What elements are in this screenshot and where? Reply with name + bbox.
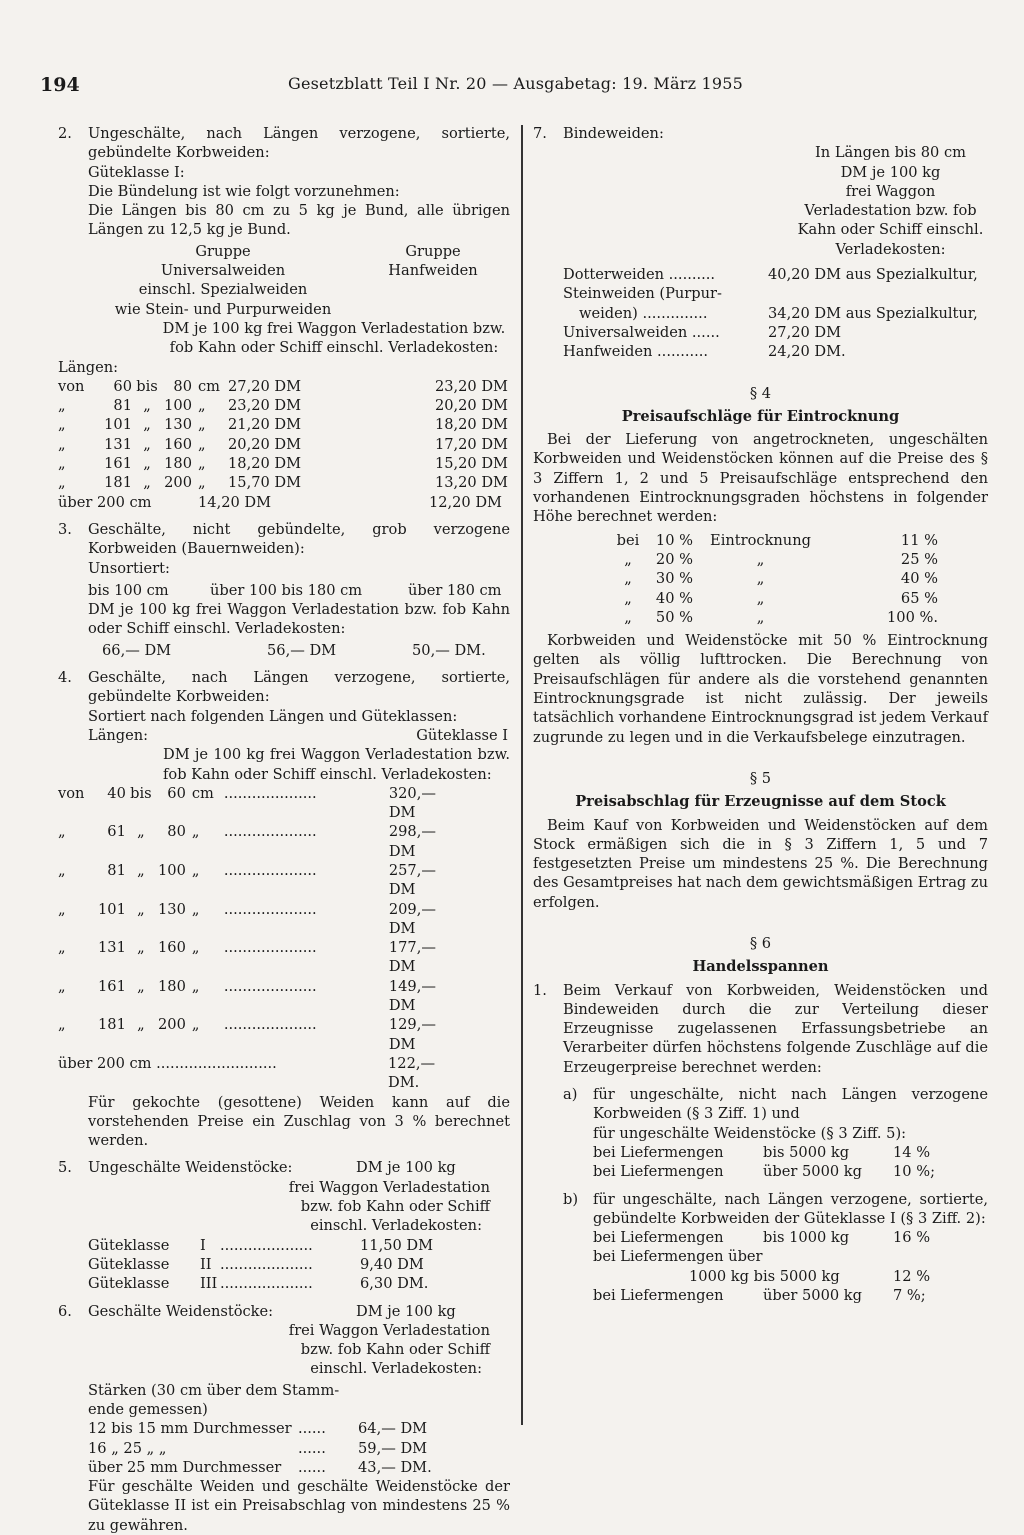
- row-label: „: [58, 823, 66, 841]
- strength-label: Stärken (30 cm über dem Stamm-: [88, 1381, 340, 1399]
- price-value: 14,20 DM: [198, 493, 272, 511]
- item-5: [58, 1158, 510, 1293]
- section-title: Handelsspannen: [692, 958, 829, 976]
- price-value: 23,20 DM: [228, 397, 302, 415]
- table-row: [593, 1162, 988, 1181]
- leader-dots: ....................: [223, 977, 317, 995]
- price-note: DM je 100 kg frei Waggon Verladestation bzw. fob Kahn oder Schiff einschl. Verladekosten:: [88, 601, 510, 638]
- row-label: bei Liefermengen: [593, 1163, 724, 1181]
- price-row: [88, 641, 510, 660]
- quantity: über 5000 kg: [763, 1163, 862, 1181]
- table-row: [613, 550, 938, 569]
- length-header: bis 100 cm: [88, 581, 169, 599]
- item-7: [533, 124, 988, 362]
- price-value: 66,— DM: [102, 641, 172, 659]
- length-unit: „: [198, 474, 206, 492]
- price-table-4: [58, 784, 463, 1054]
- row-label: Steinweiden (Purpur-: [563, 285, 722, 303]
- length-to: 100: [158, 861, 186, 879]
- row-label: Hanfweiden ...........: [563, 343, 709, 361]
- length-sep: bis: [136, 377, 158, 395]
- item-number: b): [563, 1190, 579, 1208]
- length-from: 40: [107, 784, 126, 802]
- row-label: „: [624, 550, 632, 568]
- table-row: [88, 1458, 510, 1477]
- row-label: „: [624, 570, 632, 588]
- length-sep: „: [137, 939, 145, 957]
- price-value: 59,— DM: [358, 1439, 428, 1457]
- row-label: Güteklasse: [88, 1236, 170, 1254]
- row-label: „: [58, 1016, 66, 1034]
- drying-label: „: [756, 570, 765, 588]
- group-header-line: wie Stein- und Purpurweiden: [114, 300, 332, 318]
- length-sep: „: [143, 435, 151, 453]
- drying-label: „: [756, 608, 765, 626]
- price-value: 50,— DM.: [412, 641, 486, 659]
- surcharge-percent: 40 %: [900, 570, 938, 588]
- drying-percent: 40 %: [655, 589, 693, 607]
- table-row: [58, 1015, 463, 1054]
- price-value: 15,70 DM: [228, 474, 302, 492]
- percent-value: 12 %: [893, 1267, 931, 1285]
- price-note-block: [793, 143, 988, 259]
- section-title: Preisabschlag für Erzeugnisse auf dem Stock: [575, 793, 946, 811]
- item-6: [58, 1302, 510, 1535]
- price-value: 34,20 DM aus Spezialkultur,: [768, 304, 978, 322]
- row-label: Universalweiden ......: [563, 323, 720, 341]
- bundle-text: Die Bündelung ist wie folgt vorzunehmen:: [88, 182, 400, 200]
- drying-percent: 50 %: [655, 608, 693, 626]
- item-title: Ungeschälte Weidenstöcke:: [88, 1159, 293, 1177]
- price-value: 6,30 DM.: [360, 1275, 429, 1293]
- row-label: Dotterweiden ..........: [563, 266, 716, 284]
- discount-note: Für geschälte Weiden und geschälte Weidenstöcke der Güteklasse II ist ein Preisabschlag von mindestens 25 % zu gewähren.: [88, 1478, 510, 1534]
- length-sep: „: [137, 1016, 145, 1034]
- row-label: über 200 cm ..........................: [58, 1054, 277, 1072]
- group-header-line: einschl. Spezialweiden: [138, 281, 308, 299]
- row-label: bei Liefermengen: [593, 1229, 724, 1247]
- drying-label: „: [756, 550, 765, 568]
- table-row: [58, 861, 463, 900]
- section-text: Bei der Lieferung von angetrockneten, ungeschälten Korbweiden und Weidenstöcken können auf die Preise des § 3 Ziffern 1, 2 und 5 Preisaufschläge entsprechend den vorhandenen Eintrocknungsgraden höchstens in folgender Höhe berechnet werden:: [533, 431, 988, 526]
- item-text: für ungeschälte, nicht nach Längen verzogene Korbweiden (§ 3 Ziff. 1) und: [593, 1086, 988, 1123]
- table-row: [58, 977, 463, 1016]
- price-note: DM je 100 kg: [356, 1302, 456, 1320]
- price-value: 20,20 DM: [434, 397, 508, 415]
- table-row: [58, 377, 508, 396]
- row-label: von: [58, 784, 85, 802]
- item-4: [58, 668, 510, 784]
- table-row: [613, 531, 938, 550]
- length-unit: „: [191, 900, 200, 918]
- leader-dots: ....................: [223, 784, 317, 802]
- item-number: 4.: [58, 669, 72, 687]
- item-text: Beim Verkauf von Korbweiden, Weidenstöcken und Bindeweiden durch die zur Verteilung dieser Erzeugnisse zugelassenen Erfassungsbetriebe an Verarbeiter dürfen höchstens folgende Zuschläge auf die Erzeugerpreise berechnet werden:: [563, 981, 988, 1076]
- group-header-line: Universalweiden: [160, 262, 286, 280]
- length-to: 130: [164, 416, 192, 434]
- price-note: frei Waggon Verladestation bzw. fob Kahn oder Schiff einschl. Verladekosten:: [797, 182, 984, 258]
- table-row: [58, 784, 463, 823]
- item-title: Geschälte Weidenstöcke:: [88, 1302, 274, 1320]
- percent-value: 14 %: [893, 1143, 931, 1161]
- table-row: [58, 435, 508, 454]
- group-headers: [88, 242, 510, 319]
- table-row: [58, 822, 463, 861]
- length-sep: „: [137, 900, 145, 918]
- length-from: 81: [107, 861, 126, 879]
- price-value: 56,— DM: [267, 641, 337, 659]
- row-label: bei Liefermengen: [593, 1287, 724, 1305]
- row-label: bei Liefermengen über: [593, 1248, 763, 1266]
- leader-dots: ....................: [223, 823, 317, 841]
- table-row: [563, 304, 988, 323]
- price-note: DM je 100 kg frei Waggon Verladestation bzw. fob Kahn oder Schiff einschl. Verladekosten:: [163, 746, 510, 783]
- length-from: 101: [104, 416, 132, 434]
- row-label: über 200 cm: [58, 493, 152, 511]
- item-number: 7.: [533, 125, 547, 142]
- quantity: bis 5000 kg: [763, 1143, 850, 1161]
- row-label: Güteklasse: [88, 1255, 170, 1273]
- row-label: „: [58, 474, 66, 492]
- row-label: Güteklasse: [88, 1275, 170, 1293]
- table-row: [88, 1274, 510, 1293]
- table-row: [563, 342, 988, 361]
- price-note: einschl. Verladekosten:: [310, 1217, 482, 1235]
- table-row: [58, 938, 463, 977]
- surcharge-percent: 65 %: [900, 589, 938, 607]
- price-value: 209,— DM: [388, 900, 436, 937]
- length-sep: „: [137, 823, 145, 841]
- group-header-line: Gruppe: [195, 242, 251, 260]
- length-to: 200: [164, 474, 192, 492]
- section-sign: § 4: [749, 384, 772, 402]
- drying-label: „: [756, 589, 765, 607]
- table-row: [613, 569, 938, 588]
- surcharge-percent: 11 %: [900, 531, 938, 549]
- leader-dots: ....................: [223, 861, 317, 879]
- length-to: 200: [158, 1016, 186, 1034]
- bundle-text: Die Längen bis 80 cm zu 5 kg je Bund, alle übrigen Längen zu 12,5 kg je Bund.: [88, 202, 510, 239]
- length-from: 161: [104, 455, 132, 473]
- table-row: [593, 1143, 988, 1162]
- length-sep: „: [143, 416, 151, 434]
- leader-dots: ......: [298, 1420, 326, 1438]
- table-row: [563, 265, 988, 284]
- length-to: 160: [164, 435, 192, 453]
- price-value: 257,— DM: [388, 861, 436, 899]
- price-note: frei Waggon Verladestation: [288, 1321, 490, 1339]
- item-number: 3.: [58, 520, 72, 538]
- quantity: 1000 kg bis 5000 kg: [689, 1267, 840, 1285]
- length-from: 181: [98, 1016, 126, 1034]
- table-row: [58, 396, 508, 415]
- length-sep: „: [137, 977, 145, 995]
- table-row: [613, 589, 938, 608]
- length-unit: „: [198, 397, 206, 415]
- group-header-line: Gruppe: [405, 242, 461, 260]
- length-unit: „: [191, 939, 200, 957]
- price-value: 12,20 DM: [428, 493, 502, 511]
- page-number: 194: [40, 74, 80, 96]
- price-note: DM je 100 kg: [840, 163, 941, 181]
- price-value: 64,— DM: [358, 1420, 428, 1438]
- length-sep: „: [143, 474, 151, 492]
- running-title: Gesetzblatt Teil I Nr. 20 — Ausgabetag: 19. März 1955: [288, 74, 744, 93]
- length-headers: [88, 581, 510, 600]
- lengths-label: Längen:: [58, 358, 119, 376]
- lengths-label: Längen:: [88, 726, 149, 744]
- quality-price-list: [88, 1236, 510, 1294]
- row-label: „: [58, 939, 66, 957]
- price-value: 23,20 DM: [434, 377, 508, 395]
- length-sep: „: [137, 861, 145, 879]
- length-to: 60: [167, 784, 186, 802]
- length-to: 180: [164, 455, 192, 473]
- margin-sub-b: [563, 1190, 988, 1306]
- item-header: [88, 1302, 510, 1321]
- price-value: 27,20 DM: [768, 323, 842, 341]
- length-unit: „: [198, 455, 206, 473]
- length-from: 101: [98, 900, 126, 918]
- strength-label: ende gemessen): [88, 1401, 208, 1418]
- price-value: 15,20 DM: [434, 455, 508, 473]
- quantity: über 5000 kg: [763, 1287, 862, 1305]
- length-header: über 180 cm: [408, 581, 502, 599]
- price-value: 149,— DM: [388, 977, 436, 1015]
- price-value: 298,— DM: [388, 823, 436, 860]
- drying-percent: 30 %: [655, 570, 693, 588]
- quantity-table-a: [593, 1143, 988, 1182]
- leader-dots: ......: [298, 1458, 326, 1476]
- price-value: 43,— DM.: [358, 1458, 432, 1476]
- price-value: 21,20 DM: [228, 416, 302, 434]
- quality-class: III: [200, 1275, 218, 1293]
- length-sep: „: [143, 397, 151, 415]
- table-row: [58, 473, 508, 492]
- price-value: 13,20 DM: [434, 474, 508, 492]
- table-row: [58, 454, 508, 473]
- length-unit: „: [191, 861, 200, 879]
- price-value: 320,— DM: [388, 784, 436, 822]
- table-row: [593, 1286, 988, 1305]
- price-value: 9,40 DM: [360, 1255, 424, 1273]
- length-from: 60: [113, 377, 132, 395]
- length-sep: bis: [130, 784, 152, 802]
- drying-percent: 10 %: [655, 531, 693, 549]
- length-from: 181: [104, 474, 132, 492]
- price-note: In Längen bis 80 cm: [815, 144, 966, 162]
- row-label: „: [624, 589, 632, 607]
- price-value: 177,— DM: [388, 939, 436, 976]
- item-text: für ungeschälte, nach Längen verzogene, sortierte, gebündelte Korbweiden der Güteklasse I (§ 3 Ziff. 2):: [593, 1190, 988, 1227]
- page-header: [0, 74, 1024, 100]
- length-to: 160: [158, 939, 186, 957]
- row-label: „: [58, 416, 66, 434]
- table-row: [88, 1419, 510, 1438]
- table-row: [563, 323, 988, 342]
- table-row: [613, 608, 938, 627]
- item-3: [58, 520, 510, 660]
- length-unit: „: [198, 435, 206, 453]
- section-sign: § 6: [749, 934, 772, 952]
- leader-dots: ....................: [223, 1016, 317, 1034]
- length-unit: „: [191, 977, 200, 995]
- price-note: DM je 100 kg frei Waggon Verladestation bzw. fob Kahn oder Schiff einschl. Verladekosten:: [162, 319, 506, 357]
- row-label: bei: [616, 531, 640, 549]
- row-label: „: [58, 455, 66, 473]
- length-to: 130: [158, 900, 186, 918]
- leader-dots: ....................: [220, 1255, 313, 1273]
- item-title: Ungeschälte, nach Längen verzogene, sortierte, gebündelte Korbweiden:: [88, 125, 510, 162]
- row-label: „: [58, 861, 66, 879]
- table-row: [593, 1228, 988, 1247]
- group-hanf: [358, 242, 508, 319]
- item-number: 5.: [58, 1159, 72, 1177]
- price-note: bzw. fob Kahn oder Schiff: [300, 1341, 490, 1359]
- right-column: [533, 124, 988, 1305]
- price-note: bzw. fob Kahn oder Schiff: [300, 1198, 490, 1216]
- row-label: „: [58, 397, 66, 415]
- margin-sub-a: [563, 1085, 988, 1181]
- quantity: bis 1000 kg: [763, 1229, 850, 1247]
- price-table-2: [58, 377, 508, 493]
- row-label: „: [624, 608, 632, 626]
- quality-class: II: [200, 1255, 212, 1273]
- drying-percent: 20 %: [655, 550, 693, 568]
- sorted-text: Sortiert nach folgenden Längen und Güteklassen:: [88, 707, 458, 725]
- item-2: [58, 124, 510, 358]
- cooked-note: Für gekochte (gesottene) Weiden kann auf die vorstehenden Preise ein Zuschlag von 3 % berechnet werden.: [88, 1093, 510, 1150]
- percent-value: 7 %;: [893, 1287, 926, 1305]
- price-note: DM je 100 kg: [356, 1159, 456, 1177]
- diameter-price-list: [88, 1419, 510, 1477]
- drying-table: [613, 531, 938, 627]
- price-value: 17,20 DM: [434, 435, 508, 453]
- length-sep: „: [143, 455, 151, 473]
- section-sign: § 5: [749, 769, 772, 787]
- row-label: 16 „ 25 „ „: [88, 1439, 167, 1457]
- margin-item-1: [533, 981, 988, 1306]
- leader-dots: ....................: [220, 1275, 313, 1293]
- section-text: Beim Kauf von Korbweiden und Weidenstöcken auf dem Stock ermäßigen sich die in § 3 Ziffern 1, 5 und 7 festgesetzten Preise um mindestens 25 %. Die Berechnung des Gesamtpreises hat nach dem gewichtsmäßigen Ertrag zu erfolgen.: [533, 816, 988, 911]
- length-header: über 100 bis 180 cm: [210, 581, 363, 599]
- leader-dots: ....................: [223, 900, 317, 918]
- quality-class: I: [200, 1236, 206, 1254]
- column-headers: [88, 726, 510, 745]
- table-row: [88, 1439, 510, 1458]
- item-number: 2.: [58, 125, 72, 142]
- length-from: 81: [113, 397, 132, 415]
- item-number: 1.: [533, 981, 547, 999]
- length-from: 61: [107, 823, 126, 841]
- row-label: weiden) ..............: [579, 304, 708, 322]
- price-value: 18,20 DM: [228, 455, 302, 473]
- price-value: 18,20 DM: [434, 416, 508, 434]
- length-from: 131: [98, 939, 126, 957]
- surcharge-percent: 25 %: [900, 550, 938, 568]
- item-title: Bindeweiden:: [563, 125, 664, 142]
- price-note: einschl. Verladekosten:: [310, 1360, 482, 1378]
- percent-value: 10 %;: [893, 1163, 935, 1181]
- length-from: 131: [104, 435, 132, 453]
- table-row: [58, 1054, 510, 1093]
- price-value: 40,20 DM aus Spezialkultur,: [768, 266, 978, 284]
- row-label: über 25 mm Durchmesser: [88, 1458, 282, 1476]
- leader-dots: ....................: [223, 939, 317, 957]
- section-title: Preisaufschläge für Eintrocknung: [621, 407, 900, 425]
- group-header-line: Hanfweiden: [388, 262, 478, 280]
- price-value: 24,20 DM.: [768, 343, 846, 361]
- price-value: 129,— DM: [388, 1016, 436, 1053]
- row-label: bei Liefermengen: [593, 1143, 724, 1161]
- length-unit: „: [198, 416, 206, 434]
- row-label: „: [58, 900, 66, 918]
- length-to: 100: [164, 397, 192, 415]
- item-number: 6.: [58, 1302, 72, 1320]
- row-label: „: [58, 435, 66, 453]
- length-to: 180: [158, 977, 186, 995]
- table-row: [58, 900, 463, 939]
- group-universal: [88, 242, 358, 319]
- row-label: „: [58, 977, 66, 995]
- quality-label: Güteklasse I: [416, 726, 508, 744]
- price-value: 27,20 DM: [228, 377, 302, 395]
- table-row: [593, 1267, 988, 1286]
- table-row: [88, 1255, 510, 1274]
- price-value: 11,50 DM: [360, 1236, 434, 1254]
- surcharge-percent: 100 %.: [887, 608, 938, 626]
- leader-dots: ....................: [220, 1236, 313, 1254]
- table-row: [58, 415, 508, 434]
- quality-class: Güteklasse I:: [88, 163, 185, 181]
- length-from: 161: [98, 977, 126, 995]
- item-number: a): [563, 1086, 578, 1104]
- table-row: [88, 1236, 510, 1255]
- item-text: für ungeschälte Weidenstöcke (§ 3 Ziff. 5):: [593, 1124, 907, 1142]
- item-header: [88, 1158, 510, 1177]
- length-to: 80: [167, 823, 186, 841]
- length-unit: „: [191, 823, 200, 841]
- percent-value: 16 %: [893, 1229, 931, 1247]
- length-unit: cm: [191, 784, 214, 802]
- drying-label: Eintrocknung: [710, 531, 811, 549]
- left-column: [58, 124, 510, 1535]
- leader-dots: ......: [298, 1439, 326, 1457]
- row-label: von: [58, 377, 85, 395]
- item-title: Geschälte, nicht gebündelte, grob verzogene Korbweiden (Bauernweiden):: [88, 520, 510, 558]
- row-label: 12 bis 15 mm Durchmesser: [88, 1420, 292, 1438]
- price-value: 20,20 DM: [228, 435, 302, 453]
- length-unit: cm: [198, 377, 221, 395]
- column-divider: [521, 125, 523, 1425]
- table-row: [58, 493, 510, 512]
- unsorted-label: Unsortiert:: [88, 559, 170, 577]
- section-text: Korbweiden und Weidenstöcke mit 50 % Eintrocknung gelten als völlig lufttrocken. Die Berechnung von Preisaufschlägen für andere als die vorstehend genannten Eintrocknungsgrade ist nicht zulässig. Der jeweils tatsächlich vorhandene Eintrocknungsgrad ist jedem Verkauf zugrunde zu legen und in die Verkaufsbelege einzutragen.: [533, 632, 988, 746]
- price-note: frei Waggon Verladestation: [288, 1178, 490, 1196]
- price-value: 122,— DM.: [388, 1054, 436, 1092]
- length-unit: „: [191, 1016, 200, 1034]
- length-to: 80: [173, 377, 192, 395]
- item-title: Geschälte, nach Längen verzogene, sortierte, gebündelte Korbweiden:: [88, 669, 510, 706]
